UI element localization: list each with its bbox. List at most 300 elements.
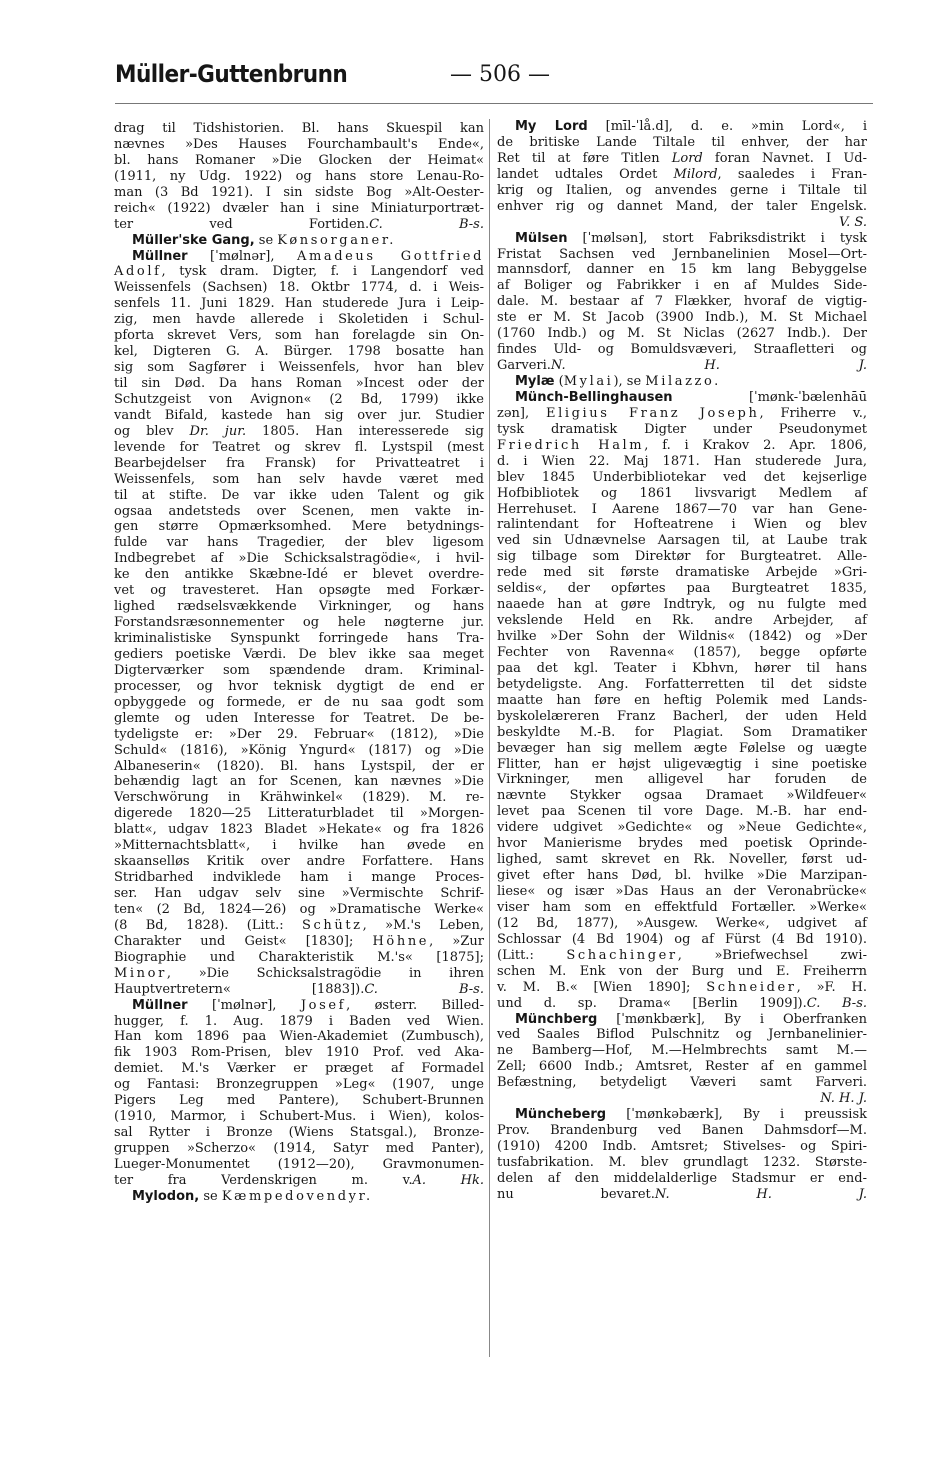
text-run: Schneider (706, 979, 797, 995)
text-run: ( (554, 374, 564, 389)
text-run: Bearbejdelser fra Fransk) for Privatteatret i (114, 455, 484, 471)
entry-headword: Müllner (132, 248, 188, 264)
text-run: krig og Italien, og anvendes gerne i Tiltale til (497, 182, 867, 198)
text-line (114, 1045, 484, 1061)
text-run: gruppen »Scherzo« (1914, Satyr med Panter), (114, 1141, 484, 1156)
text-run: gediers poetiske Værdi. De blev ikke saa meget (114, 646, 484, 662)
text-line (114, 854, 484, 870)
text-run: hvilke »Der Sohn der Wildnis« (1842) og »Der (497, 629, 867, 644)
text-run: ), se (613, 374, 646, 389)
text-line (497, 1043, 867, 1059)
text-run: nævnte Stykker ogsaa Dramaet »Wildfeuer« (497, 788, 867, 804)
text-line (497, 820, 867, 836)
text-run: Weissenfels (Sachsen) 18. Oktbr 1774, d. i Weis- (114, 280, 484, 296)
text-line (497, 247, 867, 263)
text-line (497, 597, 867, 613)
text-run: [ˈmølnər], (187, 997, 301, 1013)
text-run: Pigers Leg med Pantere), Schubert-Brunnen (114, 1093, 484, 1109)
text-run: Weissenfels, som han selv havde været med (114, 471, 484, 487)
text-line (114, 1093, 484, 1109)
text-line (497, 725, 867, 741)
entry-headword: Müller'ske Gang, (132, 232, 255, 248)
text-line (497, 1027, 867, 1043)
text-run: N. H. J. (820, 1091, 867, 1107)
text-run: (Litt.: (497, 947, 567, 963)
text-line (497, 788, 867, 804)
text-run: Adolf (114, 264, 162, 280)
text-line (114, 328, 484, 344)
text-run: , »Die Schicksalstragödie in ihren (166, 965, 484, 981)
text-line (497, 757, 867, 773)
text-run: behændig lagt an for Scenen, kan nævnes »Die (114, 774, 484, 790)
text-run: ser. Han udgav selv sine »Vermischte Schrif- (114, 886, 484, 901)
text-line (497, 1187, 867, 1203)
text-line (497, 1123, 867, 1139)
text-line (497, 836, 867, 852)
text-line (114, 1014, 484, 1030)
entry-headword: Müncheberg (515, 1107, 607, 1123)
text-run: ralintendant for Hofteatrene i Wien og blev (497, 517, 867, 533)
text-run: betydeligste. Ang. Forfatterretten til det sidste (497, 676, 867, 692)
text-run: de britiske Lande Tiltale til enhver, der har (497, 134, 867, 150)
page-header (115, 58, 875, 98)
text-line (497, 438, 867, 454)
text-line (114, 711, 484, 727)
text-line (114, 1125, 484, 1141)
text-run: blatt«, udgav 1823 Bladet »Hekate« og fra 1826 (114, 822, 484, 838)
text-line (114, 121, 484, 137)
text-run: Hofbibliotek og 1861 livsvarigt Medlem af (497, 485, 867, 501)
text-run: ved Saales Biflod Pulschnitz og Jernbanelinier- (497, 1027, 867, 1043)
text-run: Zell; 6600 Indb.; Amtsret, Rester af en gammel (497, 1059, 867, 1075)
text-run: Befæstning, betydeligt Væveri samt Farveri. (497, 1075, 867, 1091)
text-line (114, 233, 484, 249)
text-line (497, 183, 867, 199)
text-run: ne Bamberg—Hof, M.—Helmbrechts samt M.— (497, 1043, 867, 1059)
text-line (114, 599, 484, 615)
column-divider (489, 119, 490, 1357)
text-line (497, 533, 867, 549)
text-line (114, 551, 484, 567)
text-line (114, 918, 484, 934)
text-run: ter ved Fortiden. (114, 216, 370, 232)
text-line (497, 709, 867, 725)
text-line (497, 262, 867, 278)
right-column (497, 119, 867, 1203)
text-run: beskyldte M.-B. for Plagiat. Som Dramatiker (497, 724, 867, 740)
text-run: naaede han at gøre Indtryk, og nu fulgte med (497, 597, 867, 613)
text-line (497, 390, 867, 406)
text-line (497, 374, 867, 390)
text-run: (1760 Indb.) og M. St Niclas (2627 Indb.). Der (497, 326, 867, 342)
text-run: (1910) 4200 Indb. Amtsret; Stivelses- og Spiri- (497, 1139, 867, 1154)
text-line (114, 902, 484, 918)
text-run: liese« og især »Das Haus an der Veronabrücke« (497, 884, 867, 899)
text-run: , østerr. Billed- (346, 997, 484, 1013)
author-signature: C. B-s. (369, 216, 484, 232)
text-line (114, 1109, 484, 1125)
text-run: Biographie und Charakteristik M.'s« [1875]; (114, 949, 484, 965)
text-line (497, 645, 867, 661)
text-run: Lueger-Monumentet (1912—20), Gravmonumen- (114, 1156, 484, 1172)
text-run: ved sin Udnævnelse Aarsagen til, at Laube trak (497, 533, 867, 549)
text-line (114, 679, 484, 695)
text-line (497, 1091, 867, 1107)
text-line (114, 280, 484, 296)
text-line (114, 201, 484, 217)
text-line (497, 868, 867, 884)
text-line (497, 517, 867, 533)
text-line (497, 486, 867, 502)
text-line (114, 998, 484, 1014)
text-run: Charakter und Geist« [1830]; (114, 933, 373, 949)
text-line (114, 1189, 484, 1205)
text-run: viser ham som en effektfuld Fortæller. »Werke« (497, 899, 867, 915)
text-line (114, 456, 484, 472)
text-line (497, 1012, 867, 1028)
text-line (114, 727, 484, 743)
text-run: seldis«, der opførtes paa Burgteatret 1835, (497, 581, 867, 597)
text-run: [mīl-ˈlå.d], d. e. »min Lord«, i (587, 119, 868, 134)
text-line (497, 980, 867, 996)
text-line (497, 772, 867, 788)
author-signature: A. Hk. (412, 1172, 485, 1188)
text-run: , »Zur (429, 933, 484, 949)
text-line (114, 488, 484, 504)
text-line (114, 870, 484, 886)
text-line (114, 822, 484, 838)
entry-headword: Münchberg (515, 1011, 598, 1027)
text-run: (1910, Marmor, i Schubert-Mus. i Wien), kolos- (114, 1109, 484, 1125)
text-run: demiet. M.'s Værker er præget af Formadel (114, 1061, 484, 1077)
text-line (114, 838, 484, 854)
text-line (497, 693, 867, 709)
text-line (114, 647, 484, 663)
left-column (114, 121, 484, 1205)
text-line (497, 1075, 867, 1091)
text-line (114, 137, 484, 153)
text-run: Forstandsræsonnementer og hele nøgterne jur. (114, 615, 484, 631)
entry-headword: My Lord (515, 119, 588, 134)
text-run: paa det kgl. Teater i Kbhvn, hører til hans (497, 660, 867, 676)
text-run: glemte og uden Interesse for Teatret. De be- (114, 710, 484, 726)
text-line (114, 567, 484, 583)
text-run: reich« (1922) dvæler han i sine Miniaturportræt- (114, 200, 484, 216)
text-run: tusfabrikation. M. blev grundlagt 1232. Største- (497, 1154, 867, 1170)
text-run: Herrehuset. I Aarene 1867—70 var han Gene- (497, 501, 867, 517)
text-run: [ˈmølnər], (187, 248, 297, 264)
text-run: og blev (114, 423, 190, 439)
text-run: (12 Bd, 1877), »Ausgew. Werke«, udgivet af (497, 915, 867, 931)
text-line (497, 470, 867, 486)
text-line (497, 326, 867, 342)
text-line (114, 950, 484, 966)
text-run: v. M. B.« [Wien 1890]; (497, 979, 707, 995)
text-line (114, 344, 484, 360)
header-rule (115, 103, 873, 104)
text-run: nævnes »Des Hauses Fourchambault's Ende«, (114, 136, 484, 152)
text-run: til at stifte. De var ikke uden Talent og gik (114, 487, 484, 503)
text-line (114, 376, 484, 392)
text-line (497, 1171, 867, 1187)
text-run: lighed rædselsvækkende Virkninger, og hans (114, 599, 484, 615)
text-run: , saaledes i Fran- (717, 166, 867, 182)
text-line (114, 615, 484, 631)
text-run: 1805. Han interesserede sig (246, 423, 485, 439)
text-line (497, 741, 867, 757)
text-run: (8 Bd, 1828). (Litt.: (114, 917, 302, 933)
text-run: til sin Død. Da hans Roman »Incest oder der (114, 376, 484, 391)
text-run: Höhne (372, 933, 430, 949)
text-line (114, 1029, 484, 1045)
entry-headword: Müllner (132, 997, 188, 1013)
text-run: (1911, ny Udg. 1922) og hans store Lenau-Ro- (114, 168, 484, 184)
text-run: sig tilbage som Direktør for Burgteatret. Alle- (497, 549, 867, 565)
text-run: Digterværker som spændende dram. Kriminal- (114, 662, 484, 678)
text-run: Stridbarhed indviklede ham i mange Proces- (114, 870, 484, 886)
text-run: se (254, 232, 278, 248)
text-run: Indbegrebet af »Die Schicksalstragödie«, i hvil- (114, 551, 484, 567)
text-line (114, 264, 484, 280)
text-line (114, 695, 484, 711)
text-run: [ˈmønkbærk], By i Oberfranken (597, 1011, 867, 1027)
text-line (497, 565, 867, 581)
text-run: blev 1845 Underbibliotekar ved det kejserlige (497, 469, 867, 485)
text-line (114, 296, 484, 312)
text-run: ogsaa andetsteds over Scenen, men vakte in- (114, 503, 484, 519)
text-run: se (199, 1188, 222, 1204)
text-run: mannsdorf, danner en 15 km lang Bebyggelse (497, 262, 867, 278)
text-line (114, 743, 484, 759)
text-run: Verschwörung in Krähwinkel« (1829). M. re- (114, 790, 484, 806)
text-line (114, 312, 484, 328)
text-run: Schuld« (1816), »König Yngurd« (1817) og »Die (114, 742, 484, 758)
text-run: Flitter, han er højst uligevægtig i sine poetiske (497, 756, 867, 772)
text-line (497, 964, 867, 980)
text-run: fik 1903 Rom-Prisen, blev 1910 Prof. ved Aka- (114, 1045, 484, 1061)
text-line (114, 790, 484, 806)
text-run: maatte han føre en heftig Polemik med Lands- (497, 692, 867, 708)
text-run: drag til Tidshistorien. Bl. hans Skuespil kan (114, 121, 484, 136)
text-line (114, 1157, 484, 1173)
text-run: kriminalistiske Synspunkt forringede hans Tra- (114, 631, 484, 646)
text-run: Friedrich Halm (497, 437, 645, 453)
text-run: Schutzgeist von Avignon« (2 Bd, 1799) ikke (114, 391, 484, 407)
text-run: videre udgivet »Gedichte« og »Neue Gedichte«, (497, 820, 867, 836)
author-signature: N. H. J. (550, 358, 867, 374)
text-run: bl. hans Romaner »Die Glocken der Heimat« (114, 152, 484, 168)
text-line (497, 613, 867, 629)
text-line (114, 663, 484, 679)
text-line (497, 119, 867, 135)
text-run: skaanselløs Kritik over andre Forfattere. Hans (114, 854, 484, 870)
text-line (497, 294, 867, 310)
text-run: nu bevaret. (497, 1186, 655, 1202)
text-run: ke den antikke Skæbne-Idé er blevet overdre- (114, 567, 484, 583)
text-line (114, 966, 484, 982)
text-run: givet efter hans Død, bl. hvilke »Die Marzipan- (497, 868, 867, 884)
text-line (497, 581, 867, 597)
text-line (114, 934, 484, 950)
text-line (497, 996, 867, 1012)
text-run: Fristat Sachsen ved Jernbanelinien Mosel—Ort- (497, 246, 867, 262)
text-line (114, 535, 484, 551)
text-line (497, 342, 867, 358)
text-run: zig, men havde allerede i Skoletiden i Schul- (114, 312, 484, 328)
text-run: landet udtales Ordet (497, 166, 674, 182)
text-run: levet paa Scenen til vore Dage. M.-B. har end- (497, 804, 867, 820)
text-run: Dr. jur. (189, 423, 247, 439)
text-run: lighed, samt skrevet en Rk. Noveller, først ud- (497, 852, 867, 868)
text-run: rede med sit første dramatiske Arbejde »Gri- (497, 565, 867, 581)
text-run: hvor Manierisme brydes med poetisk Oprinde- (497, 836, 867, 852)
text-run: foran Navnet. I Ud- (702, 150, 867, 166)
text-run: delen af den middelalderlige Stadsmur er end- (497, 1170, 867, 1186)
text-run: enhver rig og dannet Mand, der taler Engelsk. (497, 198, 867, 214)
text-line (114, 774, 484, 790)
text-line (114, 519, 484, 535)
text-run: levende for Teatret og skrev fl. Lystspil (mest (114, 439, 484, 455)
text-run: Garveri. (497, 358, 551, 374)
text-line (114, 631, 484, 647)
text-run: findes Uld- og Bomuldsvæveri, Straafletteri og (497, 342, 867, 358)
text-line (497, 948, 867, 964)
text-run: kel, Digteren G. A. Bürger. 1798 bosatte han (114, 344, 484, 360)
text-run: Prov. Brandenburg ved Banen Dahmsdorf—M. (497, 1123, 867, 1139)
author-signature: C. B-s. (806, 995, 867, 1011)
text-line (497, 151, 867, 167)
text-line (497, 231, 867, 247)
text-line (114, 249, 484, 265)
text-run: Mylai (563, 374, 614, 389)
text-line (497, 677, 867, 693)
page-number: — 506 — (450, 62, 550, 87)
text-run: , tysk dram. Digter, f. i Langendorf ved (161, 264, 484, 280)
text-run: ter fra Verdenskrigen m. v. (114, 1172, 413, 1188)
text-line (114, 217, 484, 233)
text-run: Kæmpedovendyr. (221, 1188, 373, 1204)
text-run: man (3 Bd 1921). I sin sidste Bog »Alt-Oester- (114, 184, 484, 200)
text-line (497, 422, 867, 438)
text-run: Milord (673, 166, 718, 182)
entry-headword: Mylæ (515, 374, 555, 389)
text-line (114, 886, 484, 902)
text-run: Milazzo. (645, 374, 721, 389)
entry-headword: Mülsen (515, 230, 568, 246)
text-run: V. S. (839, 214, 867, 230)
text-run: sal Rytter i Bronze (Wiens Statsgal.), Bronze- (114, 1125, 484, 1141)
text-run: , »Briefwechsel zwi- (677, 947, 867, 963)
text-line (497, 358, 867, 374)
text-line (497, 454, 867, 470)
text-run: ten« (2 Bd, 1824—26) og »Dramatische Werke« (114, 901, 484, 917)
text-line (114, 408, 484, 424)
text-run: dale. M. bestaar af 7 Flækker, hvoraf de vigtig- (497, 294, 867, 310)
text-line (114, 169, 484, 185)
text-line (114, 424, 484, 440)
text-line (497, 215, 867, 231)
text-run: sig som Sagfører i Weissenfels, hvor han blev (114, 360, 484, 376)
text-run: af Boliger og Fabrikker i en af Muldes Side- (497, 278, 867, 294)
text-line (497, 629, 867, 645)
text-line (114, 153, 484, 169)
text-line (497, 278, 867, 294)
text-line (497, 199, 867, 215)
text-line (114, 1173, 484, 1189)
text-run: Hauptvertretern« [1883]). (114, 981, 365, 997)
text-line (114, 472, 484, 488)
text-run: Schlossar (4 Bd 1904) og af Fürst (4 Bd 1910). (497, 931, 867, 947)
text-run: tysk dramatisk Digter under Pseudonymet (497, 421, 867, 437)
text-line (114, 759, 484, 775)
text-run: tydeligste er: »Der 29. Februar« (1812), »Die (114, 726, 484, 742)
text-run: opbyggede og formede, er de nu saa godt som (114, 694, 484, 710)
text-line (114, 185, 484, 201)
text-line (114, 1141, 484, 1157)
text-run: Ret til at føre Titlen (497, 150, 672, 166)
text-run: d. i Wien 22. Maj 1871. Han studerede Jura, (497, 453, 867, 469)
text-run: digerede 1820—25 Litteraturbladet til »Morgen- (114, 806, 484, 822)
text-run: , »M.'s Leben, (362, 917, 484, 933)
text-run: senfels 11. Juni 1829. Han studerede Jura i Leip- (114, 296, 484, 312)
text-line (497, 549, 867, 565)
text-run: processer, og hvor teknisk dygtigt de end er (114, 678, 484, 694)
text-line (497, 1155, 867, 1171)
text-run: Amadeus Gottfried (296, 248, 484, 264)
running-head: Müller-Guttenbrunn (115, 60, 348, 88)
text-line (497, 661, 867, 677)
text-run: og Fantasi: Bronzegruppen »Leg« (1907, unge (114, 1077, 484, 1093)
text-run: »Mitternachtsblatt«, i hvilke han øvede en (114, 838, 484, 854)
text-run: vet og travesteret. Han opsøgte med Forkær- (114, 583, 484, 599)
text-run: Lord (671, 150, 703, 166)
text-run: Josef (300, 997, 347, 1013)
text-run: [ˈmønk-ˈbælenhāū (672, 389, 867, 405)
text-line (114, 583, 484, 599)
text-line (114, 806, 484, 822)
text-run: Han kom 1896 paa Wien-Akademiet (Zumbusch), (114, 1029, 484, 1045)
text-run: gen større Opmærksomhed. Mere betydnings- (114, 519, 484, 535)
text-line (497, 310, 867, 326)
text-line (497, 406, 867, 422)
text-run: ste er M. St Jacob (3900 Indb.), M. St Michael (497, 310, 867, 326)
text-line (497, 916, 867, 932)
text-line (497, 852, 867, 868)
text-line (114, 360, 484, 376)
text-run: , Friherre v., (759, 405, 867, 421)
text-line (114, 440, 484, 456)
text-run: Virkninger, men alligevel har foruden de (497, 772, 867, 788)
text-run: , f. i Krakov 2. Apr. 1806, (644, 437, 867, 453)
text-run: Minor (114, 965, 167, 981)
text-run: [ˈmølsən], stort Fabriksdistrikt i tysk (567, 230, 867, 246)
text-line (114, 504, 484, 520)
text-run: schen M. Enk von der Burg und E. Freiherrn (497, 963, 867, 979)
entry-headword: Münch-Bellinghausen (515, 389, 673, 405)
author-signature: C. B-s. (364, 981, 484, 997)
text-line (497, 804, 867, 820)
text-line (497, 135, 867, 151)
text-run: Kønsorganer. (277, 232, 396, 248)
text-run: und d. sp. Drama« [Berlin 1909]). (497, 995, 807, 1011)
text-run: vandt Bifald, kastede han sig over jur. Studier (114, 407, 484, 423)
text-run: Schütz (302, 917, 363, 933)
text-line (114, 392, 484, 408)
text-line (114, 1061, 484, 1077)
entry-headword: Mylodon, (132, 1188, 200, 1204)
text-line (497, 932, 867, 948)
text-line (497, 900, 867, 916)
